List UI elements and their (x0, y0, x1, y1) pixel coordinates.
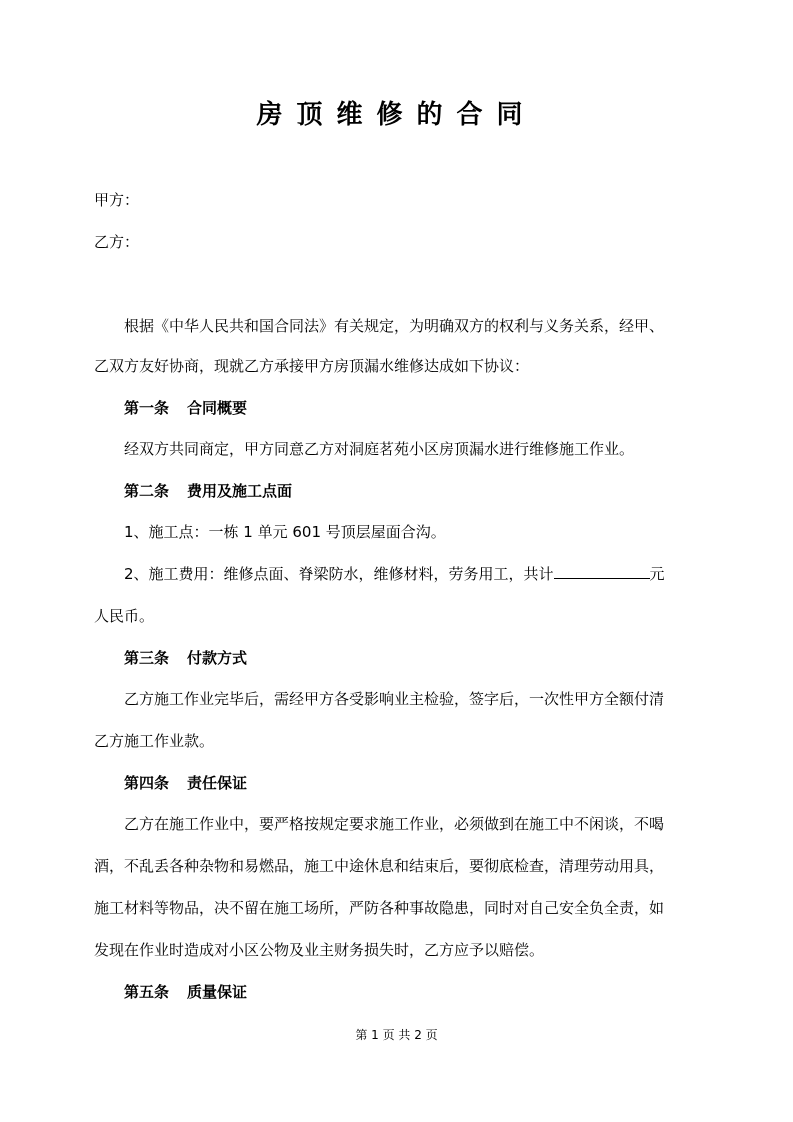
article-4-line-3: 施工材料等物品，决不留在施工场所，严防各种事故隐患，同时对自己安全负全责，如 (94, 899, 665, 917)
article-5-title: 质量保证 (187, 983, 248, 1001)
party-a-label: 甲方： (94, 191, 140, 209)
article-3-line-2: 乙方施工作业款。 (94, 732, 215, 750)
article-3-number: 第三条 (124, 649, 170, 667)
article-2-number: 第二条 (124, 482, 170, 500)
document-title: 房顶维修的合同 (256, 100, 537, 130)
article-4-title: 责任保证 (187, 774, 248, 792)
article-3-title: 付款方式 (187, 649, 248, 667)
article-2-item-2-unit: 元 (649, 565, 665, 583)
article-4-line-4: 发现在作业时造成对小区公物及业主财务损失时，乙方应予以赔偿。 (94, 941, 545, 959)
article-2-item-1: 1、施工点：一栋 1 单元 601 号顶层屋面合沟。 (124, 523, 446, 541)
page-footer: 第 1 页 共 2 页 (355, 1028, 438, 1042)
intro-line-2: 乙双方友好协商，现就乙方承接甲方房顶漏水维修达成如下协议： (94, 357, 530, 375)
article-1-heading (124, 398, 247, 418)
amount-blank-line (554, 564, 650, 579)
intro-line-1: 根据《中华人民共和国合同法》有关规定，为明确双方的权利与义务关系，经甲、 (124, 317, 665, 335)
article-2-heading (124, 481, 292, 501)
article-4-line-2: 酒，不乱丢各种杂物和易燃品，施工中途休息和结束后，要彻底检查，清理劳动用具， (94, 857, 665, 875)
party-b-label: 乙方： (94, 233, 140, 251)
article-4-number: 第四条 (124, 774, 170, 792)
article-3-heading (124, 648, 247, 668)
article-2-item-2-continued: 人民币。 (94, 607, 155, 625)
article-1-title: 合同概要 (187, 399, 248, 417)
article-5-heading (124, 982, 247, 1002)
article-2-item-2 (124, 564, 665, 584)
article-3-line-1: 乙方施工作业完毕后，需经甲方各受影响业主检验，签字后，一次性甲方全额付清 (124, 690, 665, 708)
article-1-number: 第一条 (124, 399, 170, 417)
article-2-item-2-text: 2、施工费用：维修点面、脊梁防水，维修材料，劳务用工，共计 (124, 565, 554, 583)
article-4-heading (124, 773, 247, 793)
article-1-text: 经双方共同商定，甲方同意乙方对洞庭茗苑小区房顶漏水进行维修施工作业。 (124, 440, 635, 458)
article-5-number: 第五条 (124, 983, 170, 1001)
article-4-line-1: 乙方在施工作业中，要严格按规定要求施工作业，必须做到在施工中不闲谈，不喝 (124, 815, 665, 833)
article-2-title: 费用及施工点面 (187, 482, 293, 500)
